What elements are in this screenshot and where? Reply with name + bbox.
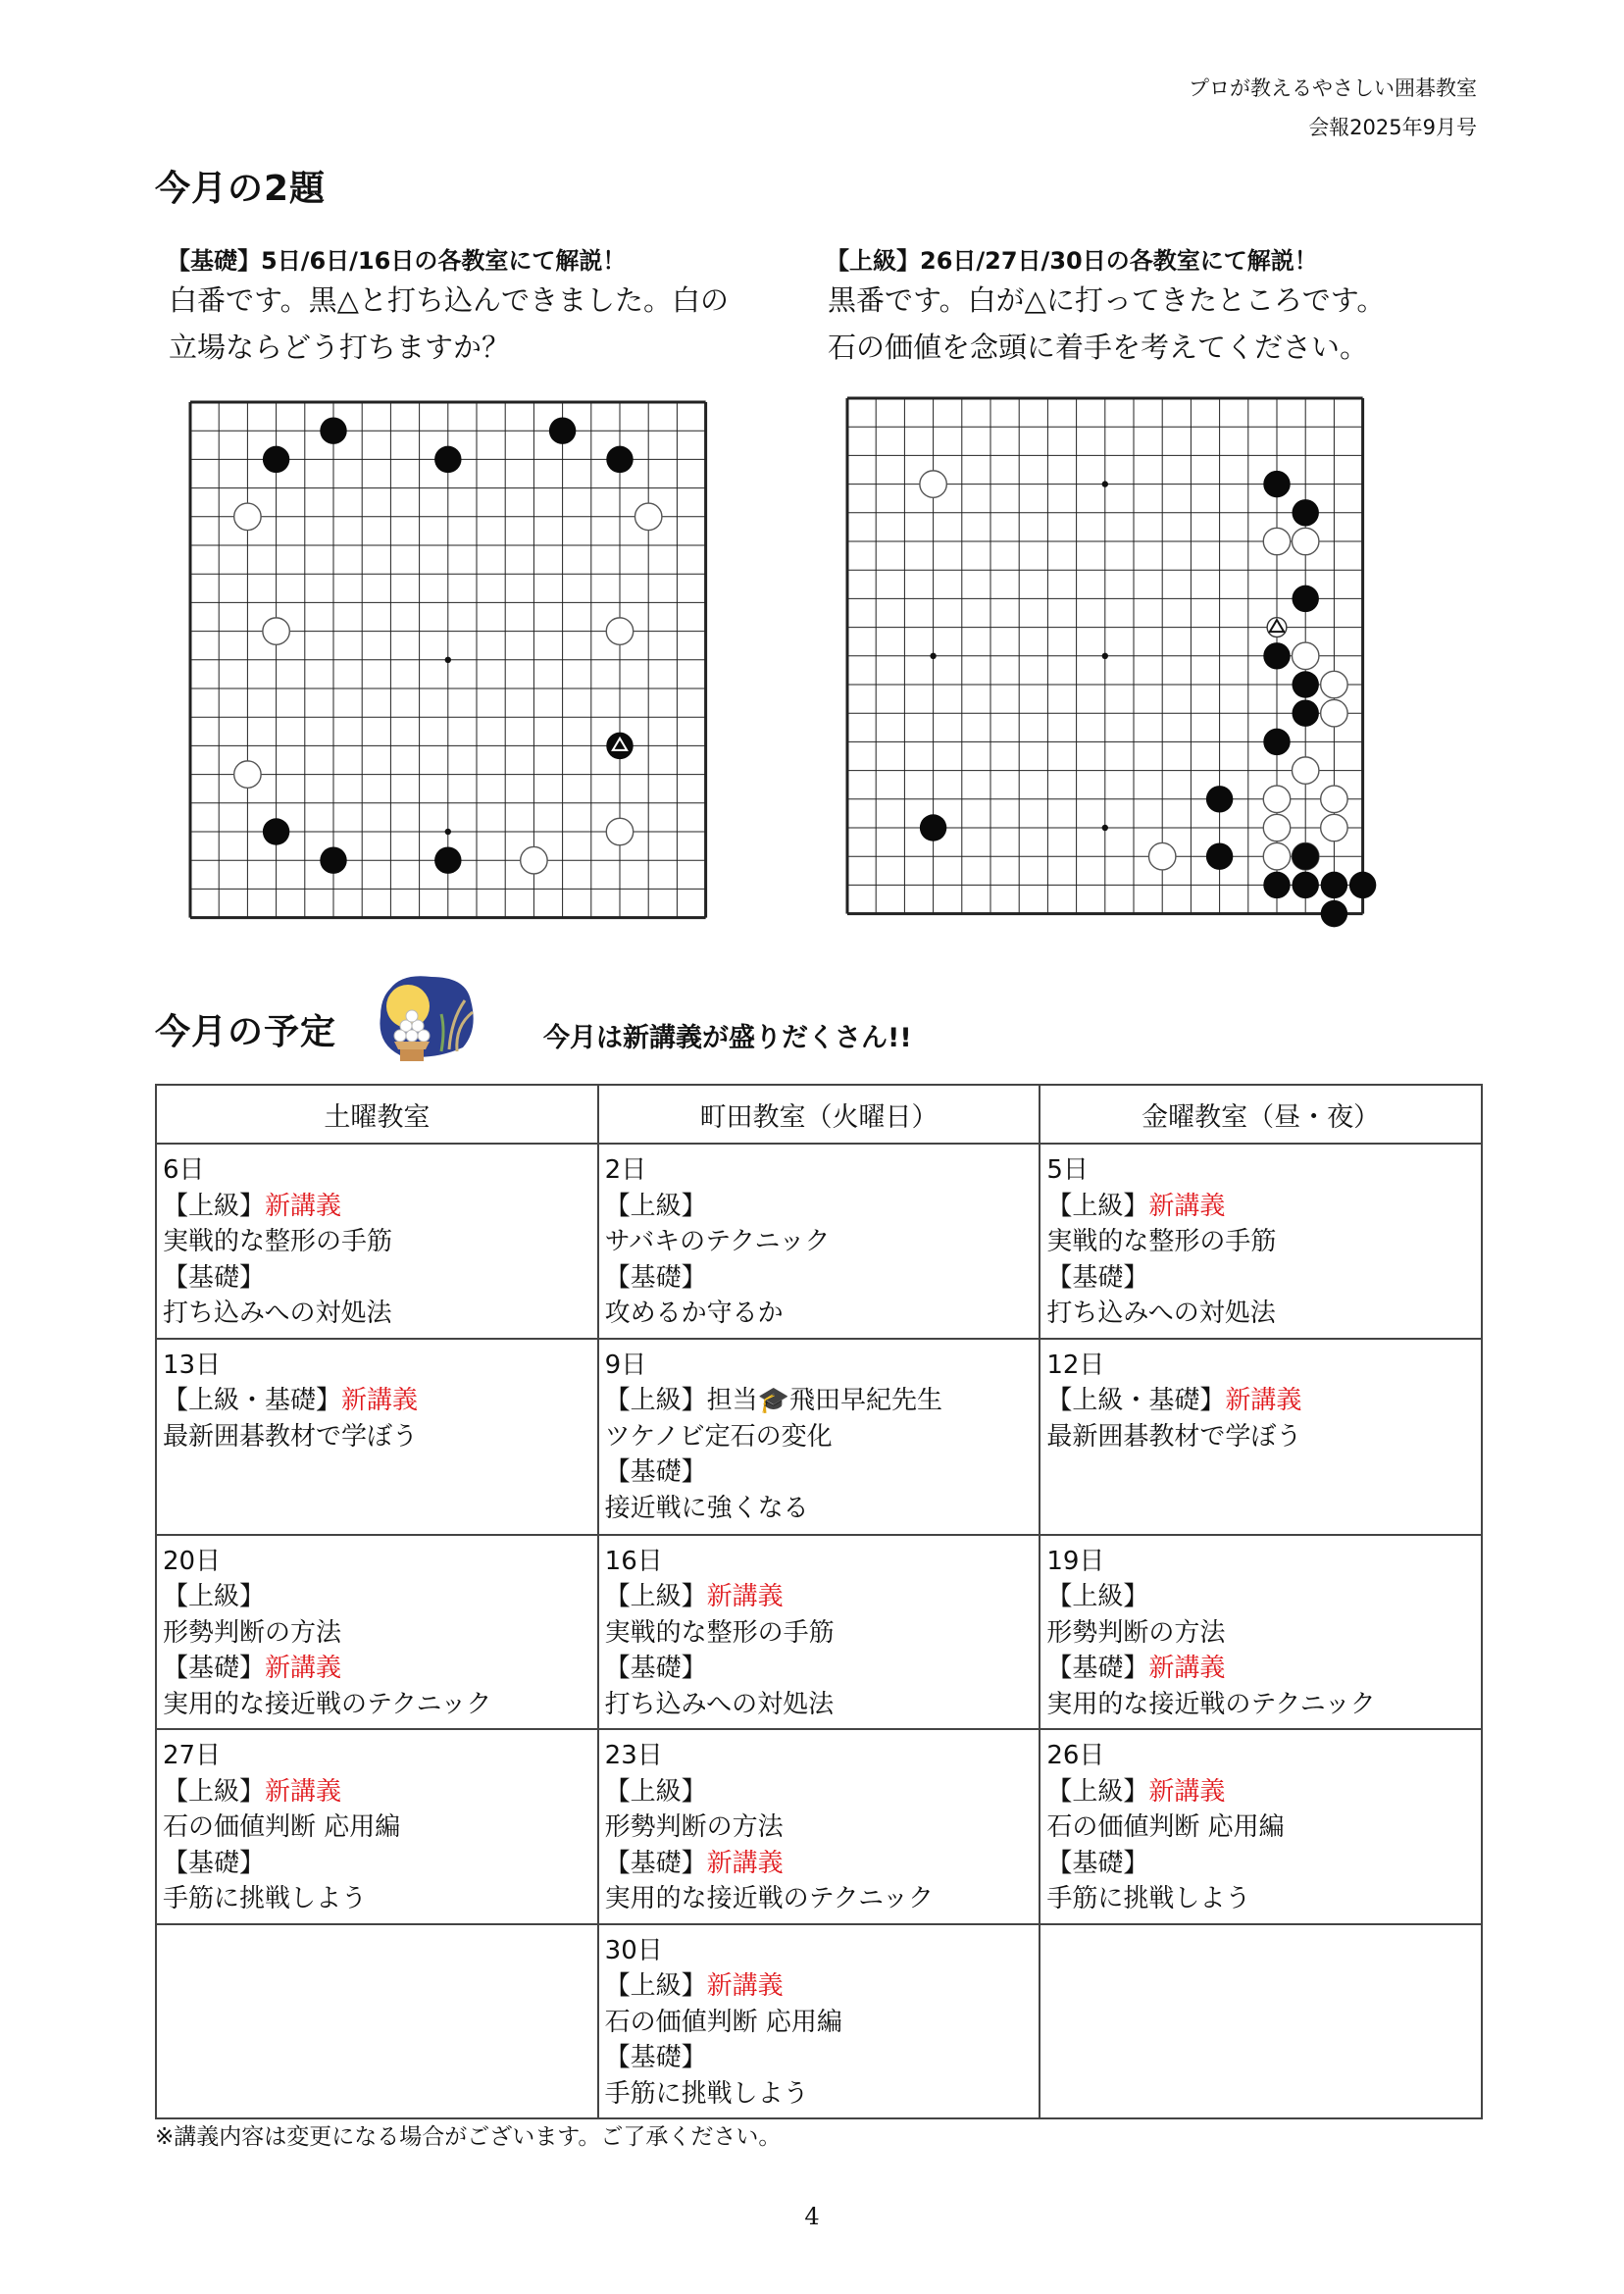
schedule-row [156,1144,1482,1339]
lesson-text: 実戦的な整形の手筋 [1046,1227,1277,1256]
lesson-text: 【上級】担当 [604,1386,758,1415]
star-point [1102,825,1108,831]
advanced-go-board [839,390,1389,949]
lesson-text: 形勢判断の方法 [163,1617,342,1648]
schedule-table [155,1084,1483,2119]
lesson-line [605,2005,1036,2041]
lesson-text: 【上級】 [604,1776,707,1807]
lesson-line [163,1810,593,1846]
lesson-text: 実用的な接近戦のテクニック [604,1884,935,1913]
black-stone [1263,872,1290,898]
lesson-line [1046,1383,1477,1419]
lesson-text: 実戦的な整形の手筋 [163,1227,393,1256]
lesson-line [605,1296,1036,1332]
schedule-cell [1040,1144,1482,1339]
problems-title: 今月の2題 [155,169,327,209]
schedule-cell [1040,1729,1482,1924]
schedule-cell [598,1144,1040,1339]
lesson-text: 【基礎】 [604,2043,707,2072]
advanced-problem-heading: 【上級】26日/27日/30日の各教室にて解説！ [826,247,1318,275]
schedule-cell [156,1924,598,2119]
lesson-line [1046,1881,1477,1917]
lesson-line [605,1224,1036,1260]
lesson-line [1046,1774,1477,1810]
lesson-line [605,1651,1036,1687]
lesson-text: 打ち込みへの対処法 [1046,1299,1276,1328]
schedule-cell [1040,1924,1482,2119]
lesson-line [163,1687,593,1723]
class-date: 19日 [1046,1546,1105,1576]
star-point [445,657,451,663]
lesson-line [1046,1846,1477,1882]
white-stone [1263,814,1290,841]
schedule-cell [156,1339,598,1535]
lesson-line [163,1189,593,1225]
black-stone [920,814,946,841]
star-point [1102,653,1108,659]
lesson-text: 【上級】 [1046,1191,1149,1221]
new-lecture-badge: 新講義 [1148,1776,1226,1807]
basic-problem-text [169,277,729,371]
new-lecture-badge: 新講義 [1225,1386,1302,1415]
white-stone [634,503,661,530]
lesson-text: 打ち込みへの対処法 [604,1689,835,1719]
lesson-text: 【上級】 [163,1776,266,1807]
class-date: 20日 [163,1546,222,1576]
black-stone [1206,786,1233,812]
header-school-name: プロが教えるやさしい囲碁教室 [1189,76,1477,100]
lesson-text: 【上級】 [163,1582,266,1611]
schedule-note: ※講義内容は変更になる場合がございます。ご了承ください。 [155,2124,782,2150]
new-lecture-badge: 新講義 [265,1776,342,1807]
black-stone [1321,900,1347,927]
class-date: 9日 [604,1350,647,1380]
lesson-text: 【上級】 [604,1582,707,1611]
lesson-text: 形勢判断の方法 [604,1812,784,1842]
white-stone [1292,757,1318,784]
class-date: 27日 [163,1741,222,1770]
black-stone [1321,872,1347,898]
lesson-text: 【基礎】 [604,1457,707,1487]
lesson-line [1046,1687,1477,1723]
lesson-line [1046,1810,1477,1846]
black-stone [1263,642,1290,669]
lesson-text: 打ち込みへの対処法 [163,1299,392,1328]
lesson-line [605,1810,1036,1846]
lesson-line [1046,1419,1477,1455]
black-stone [1292,671,1318,697]
schedule-cell [598,1924,1040,2119]
lesson-line [163,1260,593,1297]
lesson-text: 手筋に挑戦しよう [1046,1884,1251,1913]
white-stone [1263,528,1290,554]
star-point [1102,481,1108,486]
black-stone [606,446,633,473]
lesson-text: 接近戦に強くなる [604,1493,809,1523]
class-date: 5日 [1046,1155,1089,1185]
lesson-line [163,1881,593,1917]
lesson-text: 【基礎】 [163,1848,266,1878]
lesson-text: 実戦的な整形の手筋 [604,1617,835,1648]
new-lecture-badge: 新講義 [265,1654,342,1683]
schedule-row [156,1924,1482,2119]
class-date: 2日 [604,1155,647,1185]
white-stone [1148,842,1175,869]
class-date: 23日 [604,1741,663,1770]
lesson-text: 【基礎】 [1046,1654,1149,1683]
column-header-friday: 金曜教室（昼・夜） [1040,1085,1482,1144]
schedule-cell [1040,1535,1482,1730]
lesson-text: 形勢判断の方法 [1046,1617,1226,1648]
lesson-text: 【上級・基礎】 [1046,1386,1226,1415]
column-header-machida: 町田教室（火曜日） [598,1085,1040,1144]
black-stone [1292,499,1318,526]
basic-problem-heading: 【基礎】5日/6日/16日の各教室にて解説！ [167,247,627,275]
basic-problem-line1: 白番です。黒△と打ち込んできました。白の [169,283,729,317]
lesson-text: 実用的な接近戦のテクニック [163,1689,492,1719]
lesson-line [605,2076,1036,2113]
schedule-subtitle: 今月は新講義が盛りだくさん!! [543,1023,912,1053]
lesson-text: 【上級】 [1046,1776,1149,1807]
schedule-cell [156,1144,598,1339]
new-lecture-badge: 新講義 [706,1971,784,2001]
new-lecture-badge: 新講義 [265,1191,342,1221]
graduation-cap-icon: 🎓 [757,1386,790,1415]
lesson-line [605,1454,1036,1491]
black-stone [263,446,289,473]
advanced-problem-text [828,277,1385,371]
new-lecture-badge: 新講義 [1148,1654,1226,1683]
black-stone [549,417,576,443]
lesson-text: 【基礎】 [1046,1262,1149,1293]
class-date: 6日 [163,1155,205,1185]
white-stone [521,846,547,873]
lesson-text: 【上級】 [1046,1582,1149,1611]
class-date: 26日 [1046,1741,1105,1770]
black-stone [434,846,461,873]
new-lecture-badge: 新講義 [341,1386,419,1415]
lesson-line [605,1881,1036,1917]
lesson-line [1046,1615,1477,1652]
white-stone [234,503,261,530]
class-date: 12日 [1046,1350,1105,1380]
lesson-text: 【上級・基礎】 [163,1386,342,1415]
new-lecture-badge: 新講義 [706,1848,784,1878]
white-stone [920,471,946,497]
moon-viewing-icon [373,971,481,1065]
lesson-line [605,1260,1036,1297]
lesson-text: サバキのテクニック [604,1227,831,1256]
lesson-line [605,1189,1036,1225]
lesson-text: 【上級】 [163,1191,266,1221]
black-stone [606,733,633,759]
lesson-text: 【基礎】 [1046,1848,1149,1878]
new-lecture-badge: 新講義 [706,1582,784,1611]
lesson-text: 【基礎】 [163,1654,266,1683]
lesson-text: 【上級】 [604,1191,707,1221]
white-stone [606,618,633,644]
advanced-problem-line2: 石の価値を念頭に着手を考えてください。 [828,331,1369,364]
lesson-line [163,1579,593,1615]
lesson-line [605,1687,1036,1723]
white-stone [1321,671,1347,697]
lesson-text: 石の価値判断 応用編 [1046,1812,1285,1842]
lesson-text: 手筋に挑戦しよう [604,2078,809,2109]
lesson-text: 【基礎】 [604,1848,707,1878]
white-stone [1321,786,1347,812]
lesson-text: ツケノビ定石の変化 [604,1421,833,1452]
lesson-text: 石の価値判断 応用編 [604,2007,842,2037]
lesson-line [163,1615,593,1652]
black-stone [1263,729,1290,755]
black-stone [1292,872,1318,898]
white-stone [1292,642,1318,669]
lesson-text: 攻めるか守るか [604,1299,784,1328]
white-stone [263,618,289,644]
lesson-text: 実用的な接近戦のテクニック [1046,1689,1376,1719]
white-stone [1263,786,1290,812]
lesson-line [605,1383,1036,1419]
white-stone [1321,699,1347,726]
schedule-title: 今月の予定 [155,1012,337,1052]
black-stone [1292,699,1318,726]
lesson-line [1046,1189,1477,1225]
lesson-line [1046,1260,1477,1297]
schedule-cell [598,1535,1040,1730]
class-date: 13日 [163,1350,222,1380]
schedule-header-row [156,1085,1482,1144]
lesson-line [1046,1651,1477,1687]
lesson-line [163,1846,593,1882]
black-stone [320,417,346,443]
new-lecture-badge: 新講義 [1148,1191,1226,1221]
schedule-cell [598,1339,1040,1535]
schedule-cell [156,1535,598,1730]
star-point [445,829,451,835]
lesson-text: 【基礎】 [604,1654,707,1683]
black-stone [1206,842,1233,869]
schedule-row [156,1339,1482,1535]
lesson-text: 【基礎】 [604,1262,707,1293]
white-stone [606,818,633,844]
class-date: 30日 [604,1935,663,1965]
lesson-line [605,2040,1036,2076]
lesson-line [605,1774,1036,1810]
white-stone [1263,842,1290,869]
class-date: 16日 [604,1546,663,1576]
schedule-cell [156,1729,598,1924]
black-stone [1292,842,1318,869]
white-stone [234,761,261,788]
header-issue: 会報2025年9月号 [1308,116,1477,139]
lesson-line [1046,1296,1477,1332]
lesson-line [605,1579,1036,1615]
black-stone [1349,872,1376,898]
lesson-text: 【上級】 [604,1971,707,2001]
lesson-line [605,1846,1036,1882]
lesson-text: 【基礎】 [163,1262,266,1293]
black-stone [1292,586,1318,612]
lesson-line [605,1419,1036,1455]
schedule-row [156,1535,1482,1730]
schedule-cell [1040,1339,1482,1535]
advanced-problem-line1: 黒番です。白が△に打ってきたところです。 [828,283,1386,317]
basic-problem-line2: 立場ならどう打ちますか？ [169,331,511,364]
black-stone [434,446,461,473]
lesson-line [163,1651,593,1687]
schedule-row [156,1729,1482,1924]
lesson-line [1046,1224,1477,1260]
lesson-line [163,1774,593,1810]
white-stone [1292,528,1318,554]
lesson-line [605,1615,1036,1652]
lesson-line [163,1419,593,1455]
lesson-text: 石の価値判断 応用編 [163,1812,401,1842]
lesson-text: 最新囲碁教材で学ぼう [1046,1421,1302,1452]
column-header-saturday: 土曜教室 [156,1085,598,1144]
basic-go-board [186,398,716,928]
star-point [930,653,936,659]
lesson-text: 最新囲碁教材で学ぼう [163,1421,419,1452]
black-stone [263,818,289,844]
black-stone [1263,471,1290,497]
black-stone [320,846,346,873]
lesson-line [605,1968,1036,2005]
lesson-text: 飛田早紀先生 [789,1386,943,1415]
lesson-line [163,1224,593,1260]
page-number: 4 [804,2203,820,2230]
lesson-line [1046,1579,1477,1615]
schedule-cell [598,1729,1040,1924]
lesson-line [605,1491,1036,1527]
white-stone [1321,814,1347,841]
lesson-line [163,1383,593,1419]
lesson-line [163,1296,593,1332]
lesson-text: 手筋に挑戦しよう [163,1884,368,1913]
